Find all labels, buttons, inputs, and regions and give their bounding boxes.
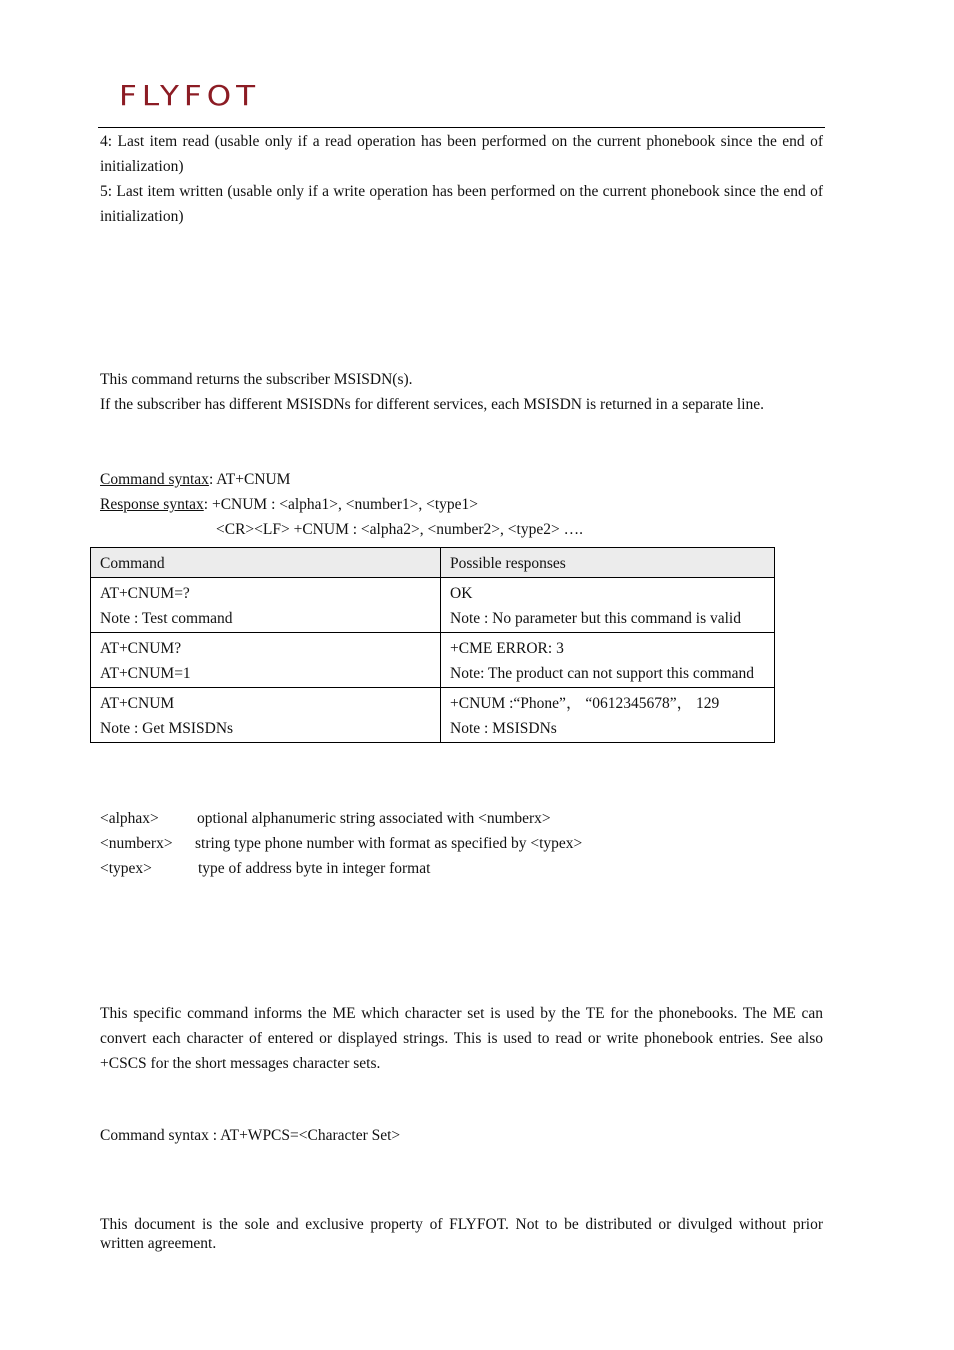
command-syntax: [100, 471, 290, 489]
table-header-responses: Possible responses: [441, 548, 775, 578]
cell-line: Note: The product can not support this command: [450, 665, 755, 682]
cell-line: OK: [450, 585, 473, 602]
command-table: [90, 547, 775, 743]
definition-term: <typex>: [100, 860, 152, 877]
definition-term: <numberx>: [100, 835, 173, 852]
definition-alphax: [100, 810, 551, 828]
definition-desc: type of address byte in integer format: [198, 860, 431, 877]
response-syntax-label: Response syntax: [100, 496, 204, 513]
cell-line: AT+CNUM=?: [100, 585, 190, 602]
definition-term: <alphax>: [100, 810, 159, 827]
table-cell-response: [441, 633, 775, 688]
table-cell-response: [441, 688, 775, 743]
response-syntax-value: : +CNUM : <alpha1>, <number1>, <type1>: [203, 496, 479, 513]
cnum-description-detail: If the subscriber has different MSISDNs for different services, each MSISDN is returned in a separate line.: [100, 396, 765, 413]
response-syntax-continued: <CR><LF> +CNUM : <alpha2>, <number2>, <type2> ….: [216, 521, 583, 538]
company-logo: FLYFOT: [119, 80, 261, 113]
table-cell-command: [91, 633, 441, 688]
table-row: [91, 688, 775, 743]
response-syntax: [100, 496, 478, 514]
table-row: [91, 578, 775, 633]
command-syntax-label: Command syntax: [100, 471, 209, 488]
table-cell-command: [91, 688, 441, 743]
wpcs-description: This specific command informs the ME which character set is used by the TE for the phonebooks. The ME can convert each character of entered or displayed strings. This is used to read or write phonebook entries. See also +CSCS for the short messages character sets.: [100, 1005, 823, 1072]
cell-line: Note : MSISDNs: [450, 720, 557, 737]
cell-line: AT+CNUM?: [100, 640, 182, 657]
table-header-row: [91, 548, 775, 578]
cnum-description: This command returns the subscriber MSISDN(s).: [100, 371, 413, 388]
cell-line: +CNUM :“Phone”， “0612345678”， 129: [450, 695, 720, 712]
cell-line: +CME ERROR: 3: [450, 640, 564, 657]
definition-typex: [100, 860, 430, 878]
list-item-4: 4: Last item read (usable only if a read operation has been performed on the current phonebook since the end of initialization): [100, 133, 823, 175]
table-cell-response: [441, 578, 775, 633]
cell-line: Note : Test command: [100, 610, 233, 627]
cell-line: AT+CNUM: [100, 695, 175, 712]
list-item-5: 5: Last item written (usable only if a write operation has been performed on the current phonebook since the end of initialization): [100, 183, 823, 225]
definition-desc: optional alphanumeric string associated with <numberx>: [197, 810, 551, 827]
table-row: [91, 633, 775, 688]
table-header-command: Command: [91, 548, 441, 578]
cell-line: Note : No parameter but this command is valid: [450, 610, 741, 627]
definition-desc: string type phone number with format as specified by <typex>: [195, 835, 583, 852]
wpcs-command-syntax: Command syntax : AT+WPCS=<Character Set>: [100, 1127, 401, 1144]
table-cell-command: [91, 578, 441, 633]
definition-numberx: [100, 835, 582, 853]
cell-line: AT+CNUM=1: [100, 665, 191, 682]
header-rule: [98, 127, 825, 128]
command-syntax-value: : AT+CNUM: [208, 471, 291, 488]
cell-line: Note : Get MSISDNs: [100, 720, 234, 737]
footer-notice: This document is the sole and exclusive property of FLYFOT. Not to be distributed or divulged without prior written agreement.: [100, 1216, 823, 1252]
